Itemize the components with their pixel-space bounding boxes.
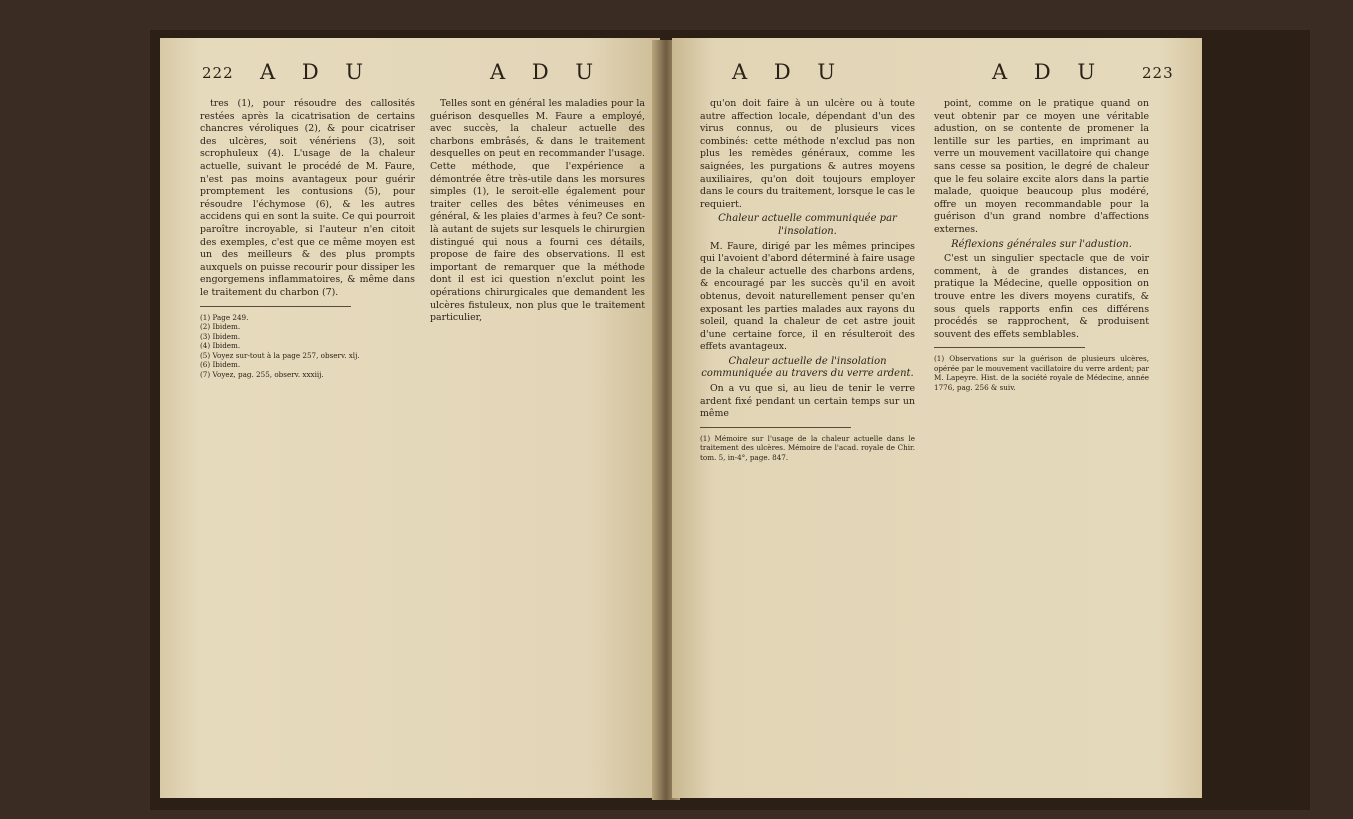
left-header — [160, 60, 660, 88]
left-column-2 — [430, 98, 645, 327]
right-column-1 — [700, 98, 915, 463]
right-page-number: 223 — [1142, 64, 1174, 82]
section-heading: Chaleur actuelle de l'insolation communiquée au travers du verre ardent. — [701, 355, 914, 380]
left-col2-text: Telles sont en général les maladies pour la guérison desquelles M. Faure a employé, avec succès, la chaleur actuelle des charbons embrâsés, & dans le traitement desquelles on peut en recommander l'usage. Cette méthode, que l'expérience a démontrée être très-utile dans les morsures simples (1), le seroit-elle également pour traiter celles des bêtes vénimeuses en général, & les plaies d'armes à feu? Ce sont-là autant de sujets sur lesquels le chirurgien distingué qui nous a fourni ces détails, propose de faire des observations. Il est important de remarquer que la méthode dont il est ici question n'exclut point les opérations chirurgicales que demandent les ulcères fistuleux, non plus que le traitement particulier, — [430, 98, 645, 324]
right-running-title: A D U — [732, 60, 846, 84]
footnote: (7) Voyez, pag. 255, observ. xxxiij. — [200, 370, 324, 380]
footnote: (4) Ibidem. — [200, 341, 241, 351]
left-running-title-2: A D U — [490, 60, 604, 84]
right-col1-mid: M. Faure, dirigé par les mêmes principes qui l'avoient d'abord déterminé à faire usage de la chaleur actuelle des charbons ardens, & encouragé par les succès qu'il en avoit obtenus, devoit naturellement penser qu'en exposant les parties malades aux rayons du soleil, quand la chaleur de cet astre jouit d'une certaine force, il en résulteroit des effets avantageux. — [700, 240, 915, 353]
right-column-2 — [934, 98, 1149, 393]
footnote: (1) Mémoire sur l'usage de la chaleur actuelle dans le traitement des ulcères. Mémoire de l'acad. royale de Chir. tom. 5, in-4°, page. 847. — [700, 433, 915, 463]
right-col1-bottom: On a vu que si, au lieu de tenir le verre ardent fixé pendant un certain temps sur un même — [700, 383, 915, 420]
left-running-title: A D U — [260, 60, 374, 84]
section-heading: Réflexions générales sur l'adustion. — [951, 238, 1132, 250]
right-header — [672, 60, 1202, 88]
left-col1-text: tres (1), pour résoudre des callosités restées après la cicatrisation de certains chancres véroliques (2), & pour cicatriser des ulcères, soit vénériens (3), soit scrophuleux (4). L'usage de la chaleur actuelle, suivant le procédé de M. Faure, n'est pas moins avantageux pour guérir promptement les contusions (5), pour résoudre l'échymose (6), & les autres accidens qui en sont la suite. Ce qui pourroit paroître incroyable, si l'auteur n'en citoit des exemples, c'est que ce même moyen est un des meilleurs & des plus prompts auxquels on puisse recourir pour dissiper les engorgemens inflammatoires, & même dans le traitement du charbon (7). — [200, 98, 415, 298]
footnote: (3) Ibidem. — [200, 331, 241, 341]
left-footnotes — [200, 313, 415, 380]
footnote: (6) Ibidem. — [200, 360, 241, 370]
left-column-1 — [200, 98, 415, 380]
right-running-title-2: A D U — [992, 60, 1106, 84]
footnote-rule — [700, 427, 851, 428]
section-heading: Chaleur actuelle communiquée par l'insolation. — [718, 213, 897, 237]
right-page — [672, 38, 1202, 798]
right-col2-bottom: C'est un singulier spectacle que de voir comment, à de grandes distances, en pratique la Médecine, quelle opposition on trouve entre les divers moyens curatifs, & sous quels rapports enfin ces différens procédés se rapprochent, & produisent souvent des effets semblables. — [934, 253, 1149, 340]
footnote: (1) Page 249. — [200, 312, 249, 322]
right-col2-text: point, comme on le pratique quand on veut obtenir par ce moyen une véritable adustion, on se contente de promener la lentille sur les parties, en imprimant au verre un mouvement vacillatoire qui change sans cesse sa position, le degré de chaleur que le feu solaire excite alors dans la partie malade, quoique beaucoup plus modéré, offre un moyen recommandable pour la guérison d'un grand nombre d'affections externes. — [934, 98, 1149, 235]
left-page-number: 222 — [202, 64, 234, 82]
left-page — [160, 38, 660, 798]
footnote-rule — [200, 306, 351, 307]
right-col1-text: qu'on doit faire à un ulcère ou à toute autre affection locale, dépendant d'un des virus connus, ou de plusieurs vices combinés: cette méthode n'exclud pas non plus les remèdes généraux, comme les saignées, les purgations & autres moyens auxiliaires, qu'on doit toujours employer dans le cours du traitement, lorsque le cas le requiert. — [700, 98, 915, 210]
footnote: (2) Ibidem. — [200, 322, 241, 332]
footnote-rule — [934, 347, 1085, 348]
footnote: (5) Voyez sur-tout à la page 257, observ. xlj. — [200, 350, 360, 360]
footnote: (1) Observations sur la guérison de plusieurs ulcères, opérée par le mouvement vacillatoire du verre ardent; par M. Lapeyre. Hist. de la société royale de Médecine, année 1776, pag. 256 & suiv. — [934, 354, 1149, 393]
